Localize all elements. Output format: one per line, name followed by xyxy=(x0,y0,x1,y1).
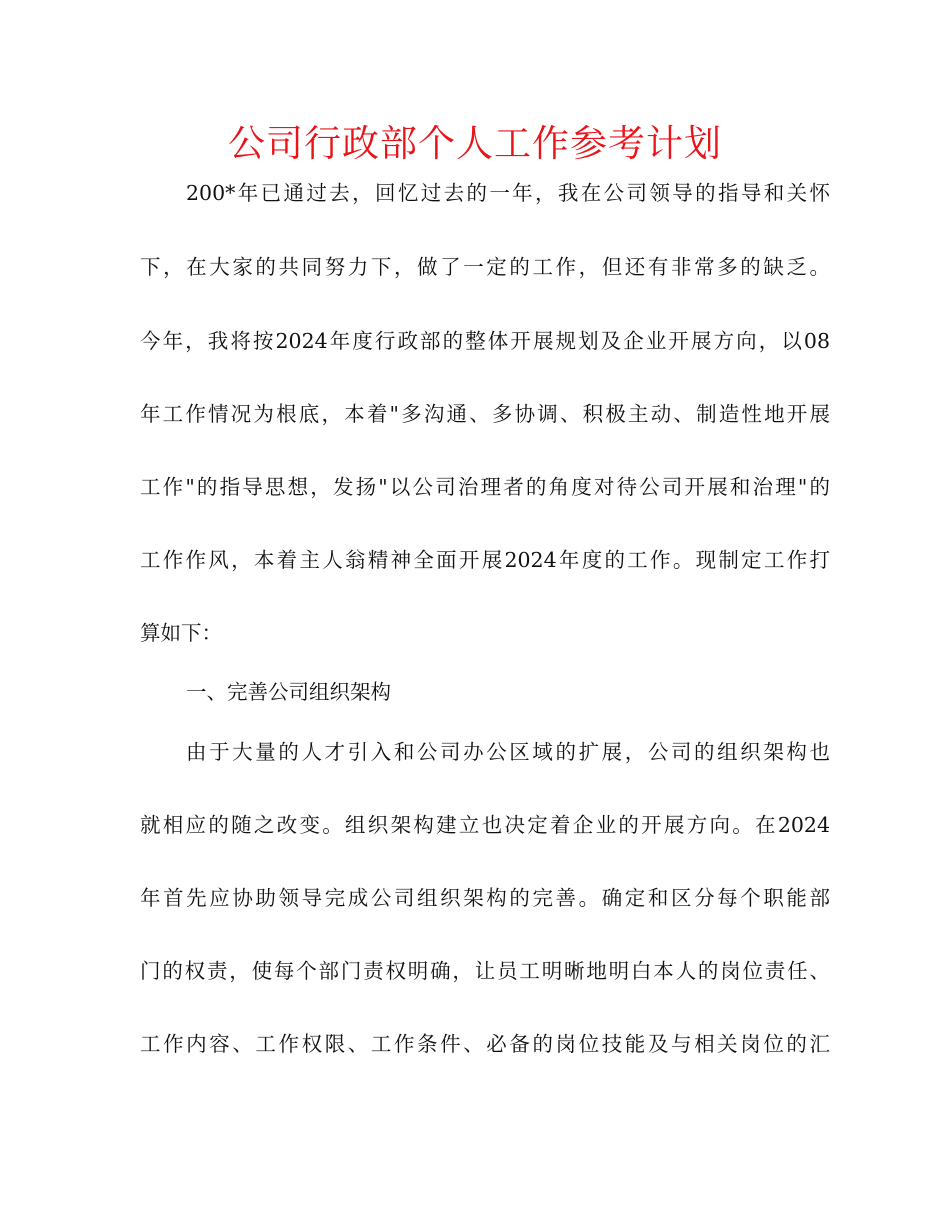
paragraph-line: 年首先应协助领导完成公司组织架构的完善。确定和区分每个职能部 xyxy=(140,886,830,910)
paragraph-line: 下，在大家的共同努力下，做了一定的工作，但还有非常多的缺乏。 xyxy=(140,255,830,279)
paragraph-line: 算如下： xyxy=(140,621,222,645)
paragraph-line: 门的权责，使每个部门责权明确，让员工明晰地明白本人的岗位责任、 xyxy=(140,959,830,983)
paragraph-line: 工作内容、工作权限、工作条件、必备的岗位技能及与相关岗位的汇 xyxy=(140,1032,830,1056)
paragraph-line: 由于大量的人才引入和公司办公区域的扩展，公司的组织架构也 xyxy=(186,740,830,764)
paragraph-line: 工作"的指导思想，发扬"以公司治理者的角度对待公司开展和治理"的 xyxy=(140,475,830,499)
paragraph-line: 今年，我将按2024年度行政部的整体开展规划及企业开展方向，以08 xyxy=(140,329,830,353)
section-heading: 一、完善公司组织架构 xyxy=(186,680,391,704)
paragraph-line: 年工作情况为根底，本着"多沟通、多协调、积极主动、制造性地开展 xyxy=(140,402,830,426)
paragraph-line: 就相应的随之改变。组织架构建立也决定着企业的开展方向。在2024 xyxy=(140,813,830,837)
paragraph-line: 200*年已通过去，回忆过去的一年，我在公司领导的指导和关怀 xyxy=(186,181,830,205)
document-title: 公司行政部个人工作参考计划 xyxy=(228,122,722,165)
paragraph-line: 工作作风，本着主人翁精神全面开展2024年度的工作。现制定工作打 xyxy=(140,548,830,572)
